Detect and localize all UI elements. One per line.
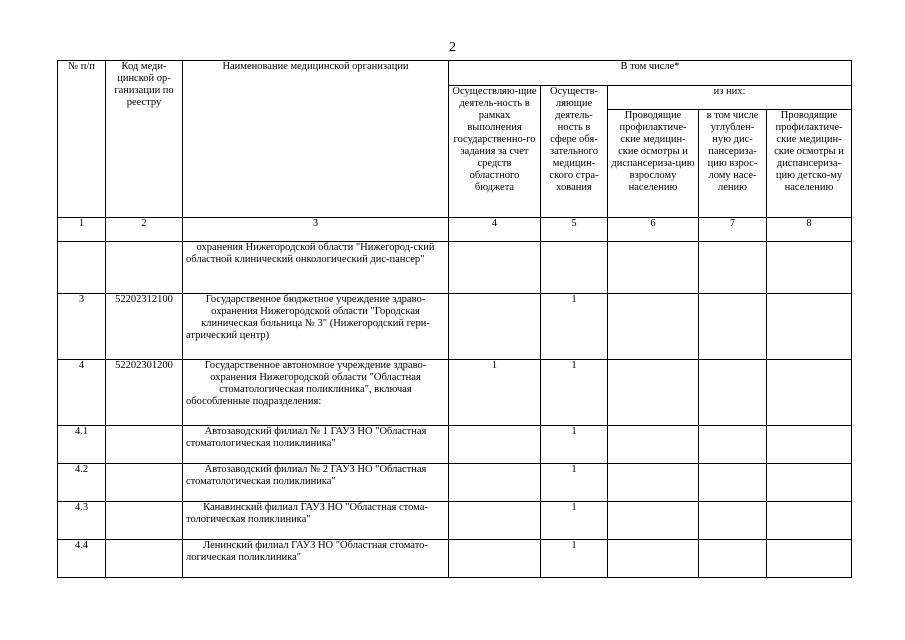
cell-deep-checkups <box>699 294 767 360</box>
page-number: 2 <box>449 40 456 55</box>
registry-code: 52202301200 <box>106 360 183 426</box>
table-row <box>58 360 852 426</box>
cell-child-checkups <box>767 502 852 540</box>
cell-oms: 1 <box>541 426 608 464</box>
cell-adult-checkups <box>608 294 699 360</box>
table-row <box>58 426 852 464</box>
organization-name: Автозаводский филиал № 2 ГАУЗ НО "Областная стоматологическая поликлиника" <box>183 464 449 502</box>
row-number <box>58 242 106 294</box>
header-child-checkups: Проводящие профилактиче-ские медицин-ские осмотры и диспансериза-цию детско-му населению <box>767 110 852 218</box>
registry-code <box>106 242 183 294</box>
cell-adult-checkups <box>608 242 699 294</box>
header-state-budget: Осуществляю-щие деятель-ность в рамках выполнения государственно-го задания за счет средств областного бюджета <box>449 86 541 218</box>
cell-oms: 1 <box>541 540 608 578</box>
header-organization-name: Наименование медицинской организации <box>183 61 449 218</box>
cell-child-checkups <box>767 242 852 294</box>
organization-name: Ленинский филиал ГАУЗ НО "Областная стомато-логическая поликлиника" <box>183 540 449 578</box>
organization-name: Канавинский филиал ГАУЗ НО "Областная стома-тологическая поликлиника" <box>183 502 449 540</box>
header-including-group: В том числе* <box>449 61 852 86</box>
column-number: 3 <box>183 218 449 242</box>
organization-name: охранения Нижегородской области "Нижегород-ский областной клинический онкологический дис-пансер" <box>183 242 449 294</box>
column-number: 4 <box>449 218 541 242</box>
cell-state-budget <box>449 502 541 540</box>
cell-state-budget <box>449 540 541 578</box>
registry-code <box>106 464 183 502</box>
registry-code: 52202312100 <box>106 294 183 360</box>
row-number: 4.4 <box>58 540 106 578</box>
cell-state-budget <box>449 464 541 502</box>
cell-adult-checkups <box>608 464 699 502</box>
cell-adult-checkups <box>608 360 699 426</box>
column-number: 7 <box>699 218 767 242</box>
column-number: 1 <box>58 218 106 242</box>
header-registry-code: Код меди-цинской ор-ганизации по реестру <box>106 61 183 218</box>
row-number: 4.1 <box>58 426 106 464</box>
registry-code <box>106 540 183 578</box>
registry-code <box>106 426 183 464</box>
cell-child-checkups <box>767 294 852 360</box>
table-row <box>58 464 852 502</box>
cell-deep-checkups <box>699 502 767 540</box>
table-row <box>58 540 852 578</box>
cell-adult-checkups <box>608 502 699 540</box>
cell-state-budget: 1 <box>449 360 541 426</box>
registry-code <box>106 502 183 540</box>
cell-state-budget <box>449 426 541 464</box>
cell-deep-checkups <box>699 540 767 578</box>
table-row <box>58 502 852 540</box>
cell-deep-checkups <box>699 242 767 294</box>
cell-oms: 1 <box>541 502 608 540</box>
cell-state-budget <box>449 294 541 360</box>
header-deep-checkups: в том числе углублен-ную дис-пансериза-цию взрос-лому насе-лению <box>699 110 767 218</box>
cell-child-checkups <box>767 360 852 426</box>
cell-adult-checkups <box>608 426 699 464</box>
organization-name: Государственное бюджетное учреждение здраво-охранения Нижегородской области "Городская клиническая больница № 3" (Нижегородский гери-атрический центр) <box>183 294 449 360</box>
cell-child-checkups <box>767 426 852 464</box>
cell-oms: 1 <box>541 360 608 426</box>
row-number: 4 <box>58 360 106 426</box>
header-adult-checkups: Проводящие профилактиче-ские медицин-ские осмотры и диспансериза-цию взрослому населению <box>608 110 699 218</box>
row-number: 4.2 <box>58 464 106 502</box>
table-row <box>58 242 852 294</box>
cell-oms <box>541 242 608 294</box>
row-number: 3 <box>58 294 106 360</box>
organization-name: Автозаводский филиал № 1 ГАУЗ НО "Областная стоматологическая поликлиника" <box>183 426 449 464</box>
cell-child-checkups <box>767 540 852 578</box>
table-row <box>58 294 852 360</box>
cell-child-checkups <box>767 464 852 502</box>
header-row-number: № п/п <box>58 61 106 218</box>
row-number: 4.3 <box>58 502 106 540</box>
cell-adult-checkups <box>608 540 699 578</box>
cell-deep-checkups <box>699 426 767 464</box>
cell-state-budget <box>449 242 541 294</box>
cell-deep-checkups <box>699 360 767 426</box>
header-of-which: из них: <box>608 86 852 110</box>
column-number: 6 <box>608 218 699 242</box>
cell-oms: 1 <box>541 464 608 502</box>
header-oms: Осуществ-ляющие деятель-ность в сфере обя-зательного медицин-ского стра-хования <box>541 86 608 218</box>
column-number: 2 <box>106 218 183 242</box>
organization-name: Государственное автономное учреждение здраво-охранения Нижегородской области "Областная стоматологическая поликлиника", включая обособленные подразделения: <box>183 360 449 426</box>
organizations-table <box>57 60 852 578</box>
column-number: 5 <box>541 218 608 242</box>
cell-deep-checkups <box>699 464 767 502</box>
cell-oms: 1 <box>541 294 608 360</box>
column-number: 8 <box>767 218 852 242</box>
